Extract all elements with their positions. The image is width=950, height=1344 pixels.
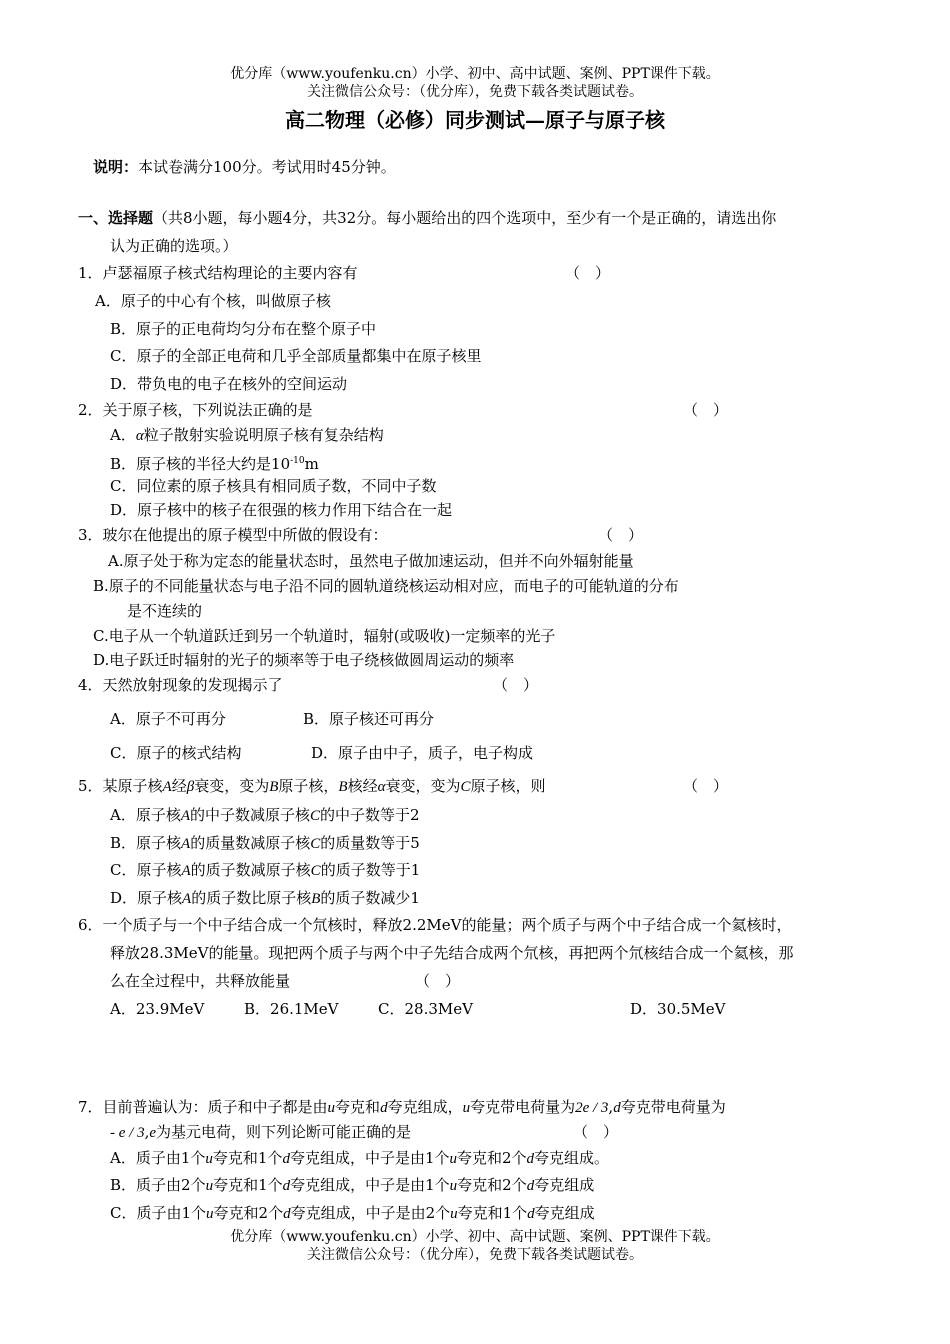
q7-answer-blank: （ ） [573, 1123, 619, 1141]
q5-option-text: 的质子数减少1 [320, 889, 420, 907]
q7-option-text: 夸克组成 [534, 1176, 595, 1194]
q5-option-d [110, 888, 420, 909]
q5-option-text: A．原子核 [110, 806, 181, 824]
q7-text: 夸克组成， [387, 1098, 463, 1116]
q4-option-d: D．原子由中子，质子，电子构成 [311, 744, 534, 762]
q3-option-a: A.原子处于称为定态的能量状态时，虽然电子做加速运动，但并不向外辐射能量 [108, 552, 634, 570]
q7-option-b [110, 1175, 594, 1196]
q2-option-c: C．同位素的原子核具有相同质子数，不同中子数 [110, 477, 437, 495]
q2-option-b-exponent: -10 [290, 456, 305, 466]
q2-option-a-prefix: A． [110, 426, 136, 444]
nucleus-b-symbol: B [311, 891, 321, 907]
q2-option-b-text: B．原子核的半径大约是10 [110, 455, 291, 473]
q5-stem-part: 5．某原子核 [78, 777, 163, 795]
u-quark-symbol: u [450, 1206, 458, 1222]
nucleus-c-symbol: C [460, 779, 471, 795]
q5-option-text: 的质量数减原子核 [190, 834, 311, 852]
q7-text: , [608, 1098, 614, 1116]
q4-option-b: B．原子核还可再分 [303, 710, 435, 728]
q2-answer-blank: （ ） [683, 401, 729, 419]
section-1-heading [78, 208, 776, 228]
u-quark-symbol: u [327, 1100, 336, 1116]
q6-option-d: D．30.5MeV [630, 1000, 726, 1018]
q5-option-text: 的质量数等于5 [320, 834, 420, 852]
nucleus-a-symbol: A [180, 808, 191, 824]
q7-text: , [144, 1123, 150, 1141]
section-1-label: 一、选择题 [78, 209, 154, 227]
q1-stem: 1．卢瑟福原子核式结构理论的主要内容有 [78, 264, 358, 282]
q6-option-c: C．28.3MeV [378, 1000, 473, 1018]
q7-text: 夸克带电荷量为 [470, 1098, 576, 1116]
q7-option-text: B．质子由2个 [110, 1176, 206, 1194]
section-1-instructions-cont: 认为正确的选项。） [110, 237, 238, 255]
q7-option-text: 夸克和2个 [456, 1149, 527, 1167]
q6-stem-line-2: 释放28.3MeV的能量。现把两个质子与两个中子先结合成两个氘核，再把两个氘核结合成一个氦核，那 [110, 944, 794, 962]
q5-option-text: B．原子核 [110, 834, 182, 852]
nucleus-c-symbol: C [310, 836, 321, 852]
q3-option-d: D.电子跃迁时辐射的光子的频率等于电子绕核做圆周运动的频率 [93, 651, 515, 669]
nucleus-a-symbol: A [181, 863, 191, 879]
q7-option-text: 夸克组成 [534, 1204, 595, 1222]
q5-stem-part: 衰变，变为 [194, 777, 270, 795]
d-quark-symbol: d [526, 1151, 535, 1167]
u-quark-symbol: u [205, 1151, 213, 1167]
d-quark-symbol: d [613, 1100, 621, 1116]
q6-option-b: B．26.1MeV [244, 1000, 339, 1018]
exam-note [93, 157, 396, 177]
q4-stem: 4．天然放射现象的发现揭示了 [78, 676, 283, 694]
q4-option-c: C．原子的核式结构 [110, 744, 242, 762]
q5-option-text: 的质子数减原子核 [190, 861, 311, 879]
q7-option-text: 夸克组成，中子是由1个 [290, 1176, 450, 1194]
q5-stem [78, 776, 546, 797]
header-line-1: 优分库（www.youfenku.cn）小学、初中、高中试题、案例、PPT课件下载。 [230, 66, 720, 82]
q7-option-text: C．质子由1个 [110, 1204, 207, 1222]
q5-option-text: 的质子数等于1 [320, 861, 421, 879]
q3-option-c: C.电子从一个轨道跃迁到另一个轨道时，辐射(或吸收)一定频率的光子 [93, 627, 556, 645]
q7-option-text: A．质子由1个 [110, 1149, 206, 1167]
q2-option-d: D．原子核中的核子在很强的核力作用下结合在一起 [110, 501, 453, 519]
d-quark-symbol: d [527, 1206, 535, 1222]
d-quark-symbol: d [282, 1151, 290, 1167]
q7-option-text: 夸克和1个 [457, 1204, 528, 1222]
q5-option-b [110, 833, 420, 854]
q1-answer-blank: （ ） [565, 264, 611, 282]
q7-option-text: 夸克和1个 [213, 1176, 283, 1194]
footer-line-1: 优分库（www.youfenku.cn）小学、初中、高中试题、案例、PPT课件下载。 [230, 1229, 720, 1245]
q6-stem-line-3: 么在全过程中，共释放能量 [110, 972, 291, 990]
exam-note-text: 本试卷满分100分。考试用时45分钟。 [138, 158, 396, 176]
q5-stem-part: 衰变，变为 [385, 777, 461, 795]
q5-option-text: 的中子数等于2 [320, 806, 420, 824]
q5-stem-part: 核经 [347, 777, 378, 795]
section-1-instructions: （共8小题，每小题4分，共32分。每小题给出的四个选项中，至少有一个是正确的，请选出你 [153, 209, 777, 227]
footer-line-2: 关注微信公众号：（优分库），免费下载各类试题试卷。 [307, 1247, 643, 1263]
q5-option-text: D．原子核 [110, 889, 183, 907]
q3-option-b-cont: 是不连续的 [127, 602, 203, 620]
q7-option-text: 夸克和1个 [212, 1149, 283, 1167]
q7-option-text: 夸克组成，中子是由1个 [289, 1149, 450, 1167]
q7-option-c [110, 1203, 595, 1224]
q7-option-text: 夸克组成，中子是由2个 [290, 1204, 451, 1222]
nucleus-a-symbol: A [181, 836, 191, 852]
q4-option-a: A．原子不可再分 [110, 710, 226, 728]
q5-option-text: C．原子核 [110, 861, 182, 879]
q2-option-a-text: 粒子散射实验说明原子核有复杂结构 [143, 426, 384, 444]
q7-option-text: 夸克组成。 [534, 1149, 610, 1167]
q5-option-text: 的质子数比原子核 [191, 889, 312, 907]
u-quark-symbol: u [449, 1178, 458, 1194]
q7-stem-line-2 [110, 1122, 411, 1143]
q5-answer-blank: （ ） [683, 777, 729, 795]
header-line-2: 关注微信公众号：（优分库），免费下载各类试题试卷。 [307, 84, 643, 100]
nucleus-a-symbol: A [182, 891, 192, 907]
q2-option-b [110, 451, 319, 474]
q5-stem-part: 经 [171, 777, 187, 795]
u-quark-symbol: u [205, 1178, 214, 1194]
q5-option-a [110, 805, 420, 826]
q7-option-a [110, 1148, 609, 1169]
q1-option-c: C．原子的全部正电荷和几乎全部质量都集中在原子核里 [110, 347, 482, 365]
d-quark-symbol: d [526, 1178, 535, 1194]
q7-text: 夸克带电荷量为 [620, 1098, 726, 1116]
q2-option-a [110, 425, 384, 446]
q3-answer-blank: （ ） [598, 526, 644, 544]
d-quark-symbol: d [283, 1206, 291, 1222]
u-quark-symbol: u [449, 1151, 457, 1167]
d-quark-symbol: d [380, 1100, 388, 1116]
q3-option-b: B.原子的不同能量状态与电子沿不同的圆轨道绕核运动相对应，而电子的可能轨道的分布 [93, 577, 679, 595]
nucleus-c-symbol: C [310, 808, 321, 824]
q6-option-a: A．23.9MeV [110, 1000, 205, 1018]
u-quark-symbol: u [206, 1206, 214, 1222]
e-symbol: e [149, 1125, 157, 1141]
d-quark-symbol: d [282, 1178, 291, 1194]
nucleus-c-symbol: C [310, 863, 321, 879]
page-title: 高二物理（必修）同步测试—原子与原子核 [285, 108, 665, 132]
alpha-symbol: α [135, 428, 144, 444]
q7-text: 夸克和 [335, 1098, 381, 1116]
q4-answer-blank: （ ） [493, 676, 539, 694]
q5-option-text: 的中子数减原子核 [190, 806, 311, 824]
q7-option-text: 夸克和2个 [213, 1204, 284, 1222]
beta-symbol: β [186, 779, 195, 795]
u-quark-symbol: u [462, 1100, 471, 1116]
q2-stem: 2．关于原子核，下列说法正确的是 [78, 401, 313, 419]
nucleus-a-symbol: A [162, 779, 172, 795]
nucleus-b-symbol: B [269, 779, 279, 795]
q7-text: 7．目前普遍认为：质子和中子都是由 [78, 1098, 328, 1116]
u-charge-formula: 2e / 3 [575, 1100, 609, 1116]
q1-option-d: D．带负电的电子在核外的空间运动 [110, 375, 348, 393]
q5-option-c [110, 860, 420, 881]
d-charge-formula: - e / 3 [110, 1125, 145, 1141]
q7-stem-line-1 [78, 1097, 726, 1118]
q6-answer-blank: （ ） [415, 972, 461, 990]
q6-stem-line-1: 6．一个质子与一个中子结合成一个氘核时，释放2.2MeV的能量；两个质子与两个中子结合成一个氦核时， [78, 916, 792, 934]
q2-option-b-unit: m [304, 455, 319, 473]
q3-stem: 3．玻尔在他提出的原子模型中所做的假设有： [78, 526, 388, 544]
exam-note-label: 说明： [93, 158, 139, 176]
q5-stem-part: 原子核， [278, 777, 339, 795]
q1-option-b: B．原子的正电荷均匀分布在整个原子中 [110, 320, 377, 338]
q5-stem-part: 原子核，则 [470, 777, 546, 795]
alpha-symbol: α [377, 779, 386, 795]
q7-option-text: 夸克和2个 [457, 1176, 527, 1194]
q1-option-a: A．原子的中心有个核，叫做原子核 [95, 292, 331, 310]
nucleus-b-symbol: B [338, 779, 348, 795]
q7-text: 为基元电荷，则下列论断可能正确的是 [156, 1123, 412, 1141]
